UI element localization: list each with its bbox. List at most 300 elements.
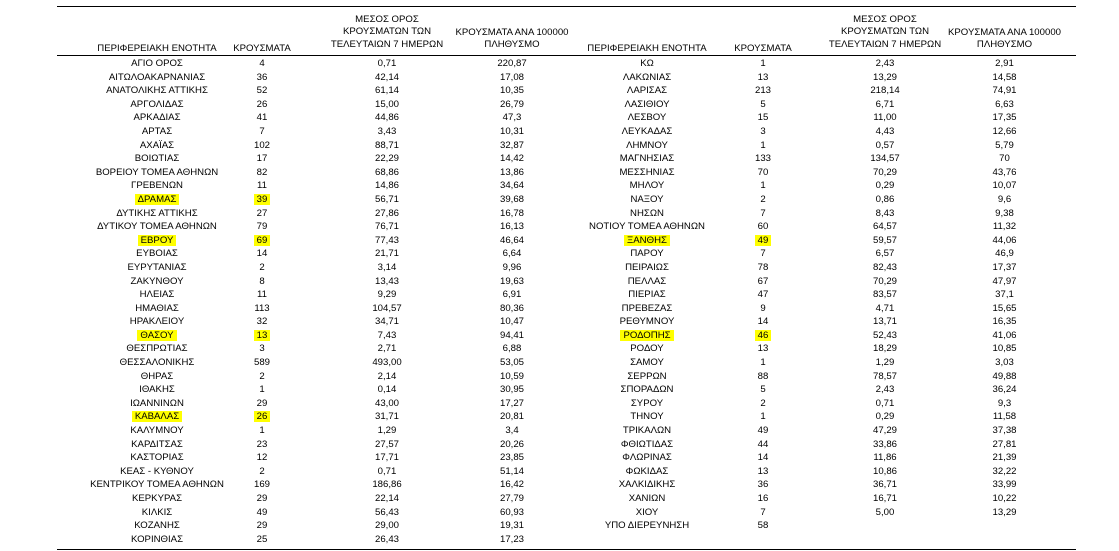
right-per100k-cell bbox=[937, 84, 1072, 98]
table-row bbox=[57, 179, 1076, 193]
right-cases-cell bbox=[732, 179, 794, 193]
avg7-value: 21,71 bbox=[374, 248, 399, 260]
per100k-value: 9,6 bbox=[997, 193, 1012, 205]
per100k-value: 20,26 bbox=[499, 438, 524, 450]
region-value: ΒΟΙΩΤΙΑΣ bbox=[134, 153, 180, 165]
right-cases-cell bbox=[732, 383, 794, 397]
right-per100k-cell bbox=[937, 424, 1072, 438]
header-text: ΚΡΟΥΣΜΑΤΑ bbox=[734, 43, 792, 54]
right-cases-cell bbox=[732, 451, 794, 465]
region-value: ΗΜΑΘΙΑΣ bbox=[135, 302, 179, 314]
left-region-cell bbox=[57, 125, 257, 139]
right-per100k-cell bbox=[937, 261, 1072, 275]
cases-value: 2 bbox=[259, 465, 265, 477]
avg7-value: 0,29 bbox=[875, 180, 895, 192]
right-avg7-cell bbox=[825, 342, 945, 356]
table-row bbox=[57, 397, 1076, 411]
left-per100k-cell bbox=[447, 465, 577, 479]
right-per100k-cell bbox=[937, 356, 1072, 370]
left-cases-cell bbox=[232, 234, 292, 248]
avg7-value: 4,71 bbox=[875, 302, 895, 314]
table-row bbox=[57, 506, 1076, 520]
left-per100k-cell bbox=[447, 125, 577, 139]
right-per100k-cell bbox=[937, 478, 1072, 492]
right-region-cell bbox=[567, 275, 727, 289]
left-region-cell bbox=[57, 383, 257, 397]
right-cases-cell bbox=[732, 492, 794, 506]
cases-value: 79 bbox=[256, 221, 268, 233]
right-cases-cell bbox=[732, 275, 794, 289]
avg7-value: 0,29 bbox=[875, 411, 895, 423]
left-region-cell bbox=[57, 302, 257, 316]
left-per100k-cell bbox=[447, 315, 577, 329]
header-text: ΜΕΣΟΣ ΟΡΟΣ bbox=[355, 14, 419, 25]
avg7-value: 13,29 bbox=[872, 71, 897, 83]
per100k-value: 14,58 bbox=[992, 71, 1017, 83]
avg7-value: 18,29 bbox=[872, 343, 897, 355]
right-region-cell bbox=[567, 220, 727, 234]
region-value: ΠΙΕΡΙΑΣ bbox=[628, 289, 666, 301]
cases-value: 13 bbox=[757, 465, 769, 477]
table-row bbox=[57, 166, 1076, 180]
region-value: ΤΡΙΚΑΛΩΝ bbox=[622, 425, 672, 437]
region-value: ΧΙΟΥ bbox=[635, 506, 659, 518]
table-row bbox=[57, 451, 1076, 465]
per100k-value: 36,24 bbox=[992, 384, 1017, 396]
right-region-cell bbox=[567, 261, 727, 275]
right-cases-cell bbox=[732, 302, 794, 316]
right-region-cell bbox=[567, 424, 727, 438]
left-avg7-cell bbox=[327, 302, 447, 316]
left-per100k-cell bbox=[447, 207, 577, 221]
avg7-value: 0,71 bbox=[377, 465, 397, 477]
left-region-cell bbox=[57, 492, 257, 506]
left-region-cell bbox=[57, 506, 257, 520]
left-per100k-cell bbox=[447, 152, 577, 166]
header-cases-left bbox=[232, 43, 292, 55]
right-avg7-cell bbox=[825, 315, 945, 329]
right-region-cell bbox=[567, 193, 727, 207]
right-region-cell bbox=[567, 98, 727, 112]
region-value: ΗΡΑΚΛΕΙΟΥ bbox=[129, 316, 185, 328]
per100k-value: 11,32 bbox=[992, 221, 1017, 233]
left-cases-cell bbox=[232, 342, 292, 356]
left-cases-cell bbox=[232, 315, 292, 329]
cases-value: 11 bbox=[257, 289, 267, 301]
avg7-value: 78,57 bbox=[872, 370, 897, 382]
region-value: ΚΑΡΔΙΤΣΑΣ bbox=[131, 438, 183, 450]
left-cases-cell bbox=[232, 478, 292, 492]
left-cases-cell bbox=[232, 71, 292, 85]
region-value: ΓΡΕΒΕΝΩΝ bbox=[131, 180, 183, 192]
avg7-value: 2,43 bbox=[875, 384, 895, 396]
per100k-value: 80,36 bbox=[499, 302, 524, 314]
per100k-value: 10,47 bbox=[499, 316, 524, 328]
right-region-cell bbox=[567, 288, 727, 302]
cases-value: 29 bbox=[256, 520, 268, 532]
region-value: ΠΡΕΒΕΖΑΣ bbox=[621, 302, 673, 314]
right-avg7-cell bbox=[825, 207, 945, 221]
region-value: ΑΝΑΤΟΛΙΚΗΣ ΑΤΤΙΚΗΣ bbox=[106, 85, 208, 97]
cases-value: 29 bbox=[256, 397, 268, 409]
right-cases-cell bbox=[732, 465, 794, 479]
region-value: ΠΕΙΡΑΙΩΣ bbox=[625, 261, 669, 273]
table-row bbox=[57, 261, 1076, 275]
region-value: ΣΥΡΟΥ bbox=[630, 397, 664, 409]
cases-value: 47 bbox=[757, 289, 769, 301]
right-cases-cell bbox=[732, 261, 794, 275]
right-avg7-cell bbox=[825, 234, 945, 248]
table-row bbox=[57, 315, 1076, 329]
per100k-value: 17,23 bbox=[499, 533, 524, 545]
left-cases-cell bbox=[232, 220, 292, 234]
per100k-value: 39,68 bbox=[499, 193, 524, 205]
right-cases-cell bbox=[732, 166, 794, 180]
region-value: ΑΓΙΟ ΟΡΟΣ bbox=[131, 58, 183, 69]
left-per100k-cell bbox=[447, 397, 577, 411]
cases-value: 1 bbox=[760, 139, 766, 151]
table-row bbox=[57, 84, 1076, 98]
region-value: ΠΕΛΛΑΣ bbox=[627, 275, 667, 287]
left-avg7-cell bbox=[327, 315, 447, 329]
left-avg7-cell bbox=[327, 451, 447, 465]
left-region-cell bbox=[57, 342, 257, 356]
right-cases-cell bbox=[732, 506, 794, 520]
table-row bbox=[57, 71, 1076, 85]
avg7-value: 70,29 bbox=[872, 275, 897, 287]
left-region-cell bbox=[57, 220, 257, 234]
per100k-value: 34,64 bbox=[499, 180, 524, 192]
right-region-cell bbox=[567, 438, 727, 452]
left-per100k-cell bbox=[447, 193, 577, 207]
avg7-value: 186,86 bbox=[372, 479, 402, 491]
table-row bbox=[57, 275, 1076, 289]
avg7-value: 3,43 bbox=[377, 125, 397, 137]
per100k-value: 13,29 bbox=[992, 506, 1017, 518]
per100k-value: 6,64 bbox=[502, 248, 522, 260]
table-row bbox=[57, 465, 1076, 479]
region-value: ΡΟΔΟΥ bbox=[630, 343, 664, 355]
header-text: ΚΡΟΥΣΜΑΤΑ ΑΝΑ 100000 bbox=[455, 27, 569, 38]
cases-value: 5 bbox=[760, 98, 766, 110]
left-cases-cell bbox=[232, 111, 292, 125]
avg7-value: 29,00 bbox=[374, 520, 399, 532]
per100k-value: 32,22 bbox=[992, 465, 1017, 477]
left-avg7-cell bbox=[327, 424, 447, 438]
left-avg7-cell bbox=[327, 125, 447, 139]
right-avg7-cell bbox=[825, 152, 945, 166]
avg7-value: 13,43 bbox=[374, 275, 399, 287]
right-region-cell bbox=[567, 152, 727, 166]
right-avg7-cell bbox=[825, 465, 945, 479]
left-avg7-cell bbox=[327, 152, 447, 166]
cases-value: 78 bbox=[757, 261, 769, 273]
left-region-cell bbox=[57, 111, 257, 125]
right-per100k-cell bbox=[937, 397, 1072, 411]
left-cases-cell bbox=[232, 247, 292, 261]
per100k-value: 220,87 bbox=[497, 58, 527, 69]
table-row bbox=[57, 424, 1076, 438]
region-value: ΣΕΡΡΩΝ bbox=[627, 370, 667, 382]
right-per100k-cell bbox=[937, 288, 1072, 302]
left-region-cell bbox=[57, 370, 257, 384]
avg7-value: 2,14 bbox=[377, 370, 397, 382]
right-per100k-cell bbox=[937, 193, 1072, 207]
header-per100k-left bbox=[447, 27, 577, 52]
left-cases-cell bbox=[232, 288, 292, 302]
cases-value: 14 bbox=[757, 452, 769, 464]
left-avg7-cell bbox=[327, 356, 447, 370]
right-avg7-cell bbox=[825, 111, 945, 125]
left-region-cell bbox=[57, 57, 257, 71]
cases-value: 9 bbox=[760, 302, 766, 314]
region-value: ΜΗΛΟΥ bbox=[629, 180, 665, 192]
right-cases-cell bbox=[732, 207, 794, 221]
cases-value: 8 bbox=[259, 275, 265, 287]
left-avg7-cell bbox=[327, 397, 447, 411]
right-cases-cell bbox=[732, 234, 794, 248]
header-text: ΤΕΛΕΥΤΑΙΩΝ 7 ΗΜΕΡΩΝ bbox=[330, 38, 444, 50]
right-avg7-cell bbox=[825, 193, 945, 207]
table-row bbox=[57, 356, 1076, 370]
avg7-value: 52,43 bbox=[872, 329, 897, 341]
per100k-value: 47,3 bbox=[502, 112, 522, 124]
right-region-cell bbox=[567, 139, 727, 153]
cases-value: 26 bbox=[256, 98, 268, 110]
right-region-cell bbox=[567, 506, 727, 520]
region-value: ΔΥΤΙΚΟΥ ΤΟΜΕΑ ΑΘΗΝΩΝ bbox=[97, 221, 217, 233]
cases-value: 32 bbox=[256, 316, 268, 328]
region-value: ΚΑΣΤΟΡΙΑΣ bbox=[130, 452, 184, 464]
header-text: ΠΛΗΘΥΣΜΟ bbox=[484, 39, 540, 51]
avg7-value: 5,00 bbox=[875, 506, 895, 518]
cases-value: 49 bbox=[757, 425, 769, 437]
right-avg7-cell bbox=[825, 288, 945, 302]
region-value: ΦΘΙΩΤΙΔΑΣ bbox=[620, 438, 674, 450]
right-avg7-cell bbox=[825, 166, 945, 180]
cases-value: 589 bbox=[253, 357, 270, 369]
avg7-value: 22,29 bbox=[374, 153, 399, 165]
region-value: ΦΩΚΙΔΑΣ bbox=[625, 465, 669, 477]
cases-value: 7 bbox=[259, 125, 265, 137]
table-row bbox=[57, 152, 1076, 166]
table-row bbox=[57, 370, 1076, 384]
right-per100k-cell bbox=[937, 342, 1072, 356]
left-avg7-cell bbox=[327, 234, 447, 248]
left-region-cell bbox=[57, 71, 257, 85]
per100k-value: 10,07 bbox=[992, 180, 1017, 192]
avg7-value: 83,57 bbox=[872, 289, 897, 301]
per100k-value: 43,76 bbox=[992, 166, 1017, 178]
per100k-value: 11,58 bbox=[992, 411, 1017, 423]
right-avg7-cell bbox=[825, 302, 945, 316]
avg7-value: 82,43 bbox=[872, 261, 897, 273]
right-avg7-cell bbox=[825, 410, 945, 424]
right-avg7-cell bbox=[825, 451, 945, 465]
cases-value: 29 bbox=[256, 493, 268, 504]
avg7-value: 4,43 bbox=[875, 125, 895, 137]
right-cases-cell bbox=[732, 478, 794, 492]
cases-value: 7 bbox=[760, 207, 766, 219]
left-avg7-cell bbox=[327, 288, 447, 302]
header-cases-right bbox=[732, 43, 794, 55]
per100k-value: 13,86 bbox=[499, 166, 524, 178]
right-avg7-cell bbox=[825, 356, 945, 370]
avg7-value: 3,14 bbox=[377, 261, 397, 273]
cases-value: 7 bbox=[760, 248, 766, 260]
per100k-value: 19,63 bbox=[499, 275, 524, 287]
per100k-value: 17,35 bbox=[992, 112, 1017, 124]
right-per100k-cell bbox=[937, 247, 1072, 261]
region-value: ΜΑΓΝΗΣΙΑΣ bbox=[619, 153, 675, 165]
cases-value: 36 bbox=[757, 479, 769, 491]
left-per100k-cell bbox=[447, 275, 577, 289]
cases-value: 58 bbox=[757, 520, 769, 532]
region-value: ΑΡΤΑΣ bbox=[141, 125, 173, 137]
left-avg7-cell bbox=[327, 370, 447, 384]
avg7-value: 42,14 bbox=[374, 71, 399, 83]
header-text: ΠΕΡΙΦΕΡΕΙΑΚΗ ΕΝΟΤΗΤΑ bbox=[587, 43, 707, 54]
region-value: ΛΑΚΩΝΙΑΣ bbox=[622, 71, 672, 83]
per100k-value: 17,27 bbox=[499, 397, 524, 409]
region-value: ΣΠΟΡΑΔΩΝ bbox=[620, 384, 674, 396]
per100k-value: 16,13 bbox=[499, 221, 524, 233]
per100k-value: 10,22 bbox=[992, 493, 1017, 504]
avg7-value: 10,86 bbox=[872, 465, 897, 477]
left-avg7-cell bbox=[327, 342, 447, 356]
left-per100k-cell bbox=[447, 261, 577, 275]
region-value: ΝΗΣΩΝ bbox=[630, 207, 664, 219]
cases-value: 13 bbox=[757, 343, 769, 355]
left-region-cell bbox=[57, 315, 257, 329]
table-row bbox=[57, 57, 1076, 71]
left-region-cell bbox=[57, 478, 257, 492]
left-per100k-cell bbox=[447, 247, 577, 261]
per100k-value: 9,96 bbox=[502, 261, 522, 273]
cases-value: 1 bbox=[760, 58, 766, 69]
per100k-value: 70 bbox=[999, 153, 1010, 165]
right-cases-cell bbox=[732, 111, 794, 125]
table-row bbox=[57, 220, 1076, 234]
cases-value: 39 bbox=[254, 194, 271, 205]
table-row bbox=[57, 125, 1076, 139]
left-per100k-cell bbox=[447, 234, 577, 248]
region-value: ΑΙΤΩΛΟΑΚΑΡΝΑΝΙΑΣ bbox=[108, 71, 206, 83]
cases-value: 13 bbox=[757, 71, 769, 83]
left-avg7-cell bbox=[327, 465, 447, 479]
left-cases-cell bbox=[232, 329, 292, 343]
left-cases-cell bbox=[232, 383, 292, 397]
cases-value: 46 bbox=[755, 330, 772, 341]
left-region-cell bbox=[57, 397, 257, 411]
per100k-value: 10,31 bbox=[499, 125, 524, 137]
right-region-cell bbox=[567, 125, 727, 139]
cases-value: 23 bbox=[256, 438, 268, 450]
cases-value: 2 bbox=[259, 370, 265, 382]
right-cases-cell bbox=[732, 152, 794, 166]
region-value: ΛΗΜΝΟΥ bbox=[626, 139, 668, 151]
left-per100k-cell bbox=[447, 410, 577, 424]
left-region-cell bbox=[57, 84, 257, 98]
header-avg7-right bbox=[825, 14, 945, 51]
region-value: ΕΒΡΟΥ bbox=[138, 235, 177, 246]
region-value: ΛΑΣΙΘΙΟΥ bbox=[624, 98, 670, 110]
left-avg7-cell bbox=[327, 261, 447, 275]
left-per100k-cell bbox=[447, 302, 577, 316]
left-cases-cell bbox=[232, 302, 292, 316]
per100k-value: 6,91 bbox=[502, 289, 522, 301]
region-value: ΣΑΜΟΥ bbox=[630, 357, 664, 369]
right-cases-cell bbox=[732, 370, 794, 384]
right-region-cell bbox=[567, 234, 727, 248]
left-region-cell bbox=[57, 410, 257, 424]
avg7-value: 218,14 bbox=[870, 85, 900, 97]
right-region-cell bbox=[567, 179, 727, 193]
region-value: ΛΑΡΙΣΑΣ bbox=[626, 85, 668, 97]
right-avg7-cell bbox=[825, 84, 945, 98]
right-cases-cell bbox=[732, 220, 794, 234]
region-value: ΛΕΣΒΟΥ bbox=[627, 112, 667, 124]
table-row bbox=[57, 139, 1076, 153]
per100k-value: 17,08 bbox=[499, 71, 524, 83]
right-avg7-cell bbox=[825, 492, 945, 506]
right-cases-cell bbox=[732, 288, 794, 302]
per100k-value: 44,06 bbox=[992, 234, 1017, 246]
left-cases-cell bbox=[232, 397, 292, 411]
cases-value: 14 bbox=[757, 316, 769, 328]
per100k-value: 49,88 bbox=[992, 370, 1017, 382]
right-region-cell bbox=[567, 370, 727, 384]
left-region-cell bbox=[57, 166, 257, 180]
right-region-cell bbox=[567, 71, 727, 85]
per100k-value: 74,91 bbox=[992, 85, 1017, 97]
right-avg7-cell bbox=[825, 261, 945, 275]
left-avg7-cell bbox=[327, 329, 447, 343]
region-value: ΧΑΛΚΙΔΙΚΗΣ bbox=[618, 479, 676, 491]
left-cases-cell bbox=[232, 125, 292, 139]
header-text: ΠΕΡΙΦΕΡΕΙΑΚΗ ΕΝΟΤΗΤΑ bbox=[97, 43, 217, 54]
table-row bbox=[57, 288, 1076, 302]
left-cases-cell bbox=[232, 193, 292, 207]
left-per100k-cell bbox=[447, 506, 577, 520]
left-avg7-cell bbox=[327, 247, 447, 261]
left-cases-cell bbox=[232, 492, 292, 506]
cases-value: 16 bbox=[757, 493, 769, 504]
per100k-value: 47,97 bbox=[992, 275, 1017, 287]
right-cases-cell bbox=[732, 329, 794, 343]
header-region-left bbox=[57, 43, 257, 55]
per100k-value: 3,03 bbox=[995, 357, 1014, 369]
region-value: ΘΕΣΠΡΩΤΙΑΣ bbox=[126, 343, 188, 355]
avg7-value: 70,29 bbox=[872, 166, 897, 178]
header-avg7-left bbox=[327, 14, 447, 51]
left-cases-cell bbox=[232, 261, 292, 275]
left-cases-cell bbox=[232, 370, 292, 384]
header-text: ΤΕΛΕΥΤΑΙΩΝ 7 ΗΜΕΡΩΝ bbox=[828, 38, 942, 50]
avg7-value: 59,57 bbox=[872, 234, 897, 246]
right-per100k-cell bbox=[937, 451, 1072, 465]
left-region-cell bbox=[57, 179, 257, 193]
right-per100k-cell bbox=[937, 139, 1072, 153]
per100k-value: 51,14 bbox=[499, 465, 524, 477]
left-per100k-cell bbox=[447, 288, 577, 302]
region-value: ΔΡΑΜΑΣ bbox=[135, 194, 180, 205]
left-per100k-cell bbox=[447, 438, 577, 452]
region-value: ΚΕΝΤΡΙΚΟΥ ΤΟΜΕΑ ΑΘΗΝΩΝ bbox=[90, 479, 224, 491]
avg7-value: 44,86 bbox=[374, 112, 399, 124]
table-row bbox=[57, 478, 1076, 492]
avg7-value: 16,71 bbox=[872, 493, 897, 504]
